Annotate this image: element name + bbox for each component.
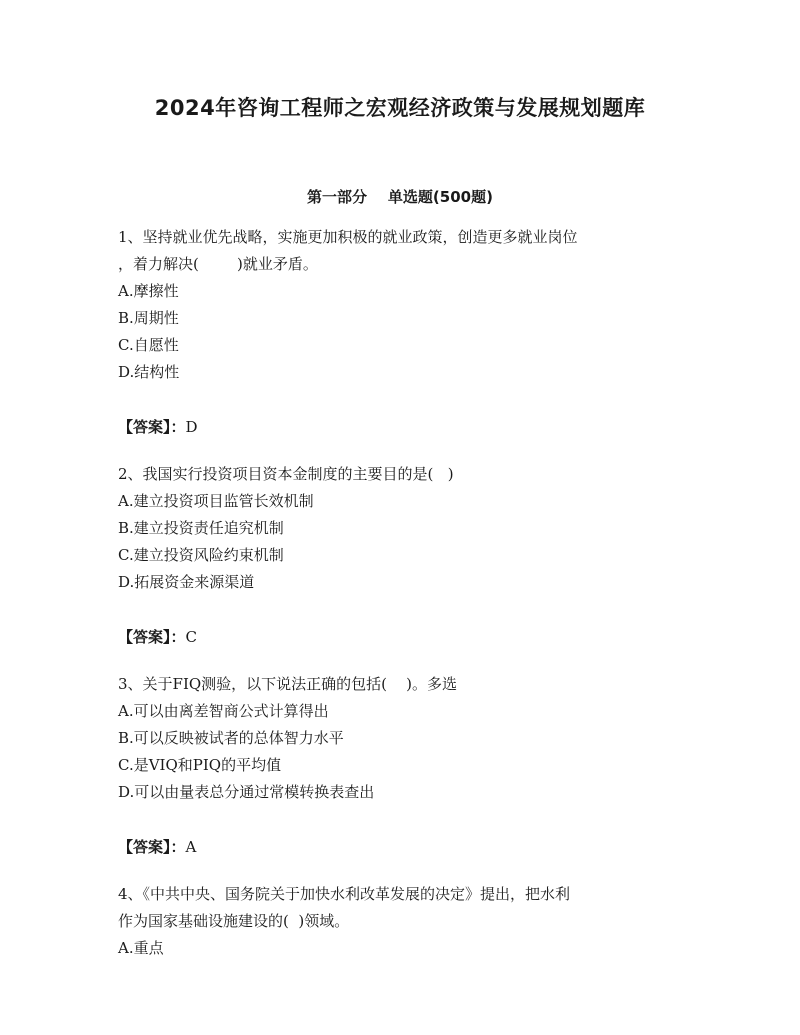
- option-d: D.可以由量表总分通过常模转换表查出: [118, 783, 375, 801]
- question-stem-line: 作为国家基础设施建设的( )领域。: [118, 912, 350, 930]
- question-item: [118, 224, 688, 441]
- question-item: [118, 671, 688, 861]
- option-d: D.结构性: [118, 363, 180, 381]
- question-stem-line: 3、关于FIQ测验，以下说法正确的包括( )。多选: [118, 675, 457, 693]
- answer-label: 【答案】：: [118, 838, 186, 856]
- option-a: A.建立投资项目监管长效机制: [118, 492, 314, 510]
- option-b: B.周期性: [118, 309, 179, 327]
- question-stem-line: 2、我国实行投资项目资本金制度的主要目的是( ): [118, 465, 454, 483]
- answer-value: C: [185, 628, 197, 646]
- answer-line: [118, 414, 688, 441]
- option-c: C.自愿性: [118, 336, 179, 354]
- option-c: C.建立投资风险约束机制: [118, 546, 284, 564]
- answer-label: 【答案】：: [118, 628, 186, 646]
- document-title: 2024年咨询工程师之宏观经济政策与发展规划题库: [154, 96, 646, 120]
- option-a: A.重点: [118, 939, 164, 957]
- answer-line: [118, 624, 688, 651]
- question-stem-line: 1、坚持就业优先战略，实施更加积极的就业政策，创造更多就业岗位: [118, 228, 578, 246]
- option-c: C.是VIQ和PIQ的平均值: [118, 756, 282, 774]
- question-item: [118, 461, 688, 651]
- section-heading: 第一部分 单选题(500题): [307, 188, 493, 206]
- option-d: D.拓展资金来源渠道: [118, 573, 255, 591]
- answer-value: D: [185, 418, 198, 436]
- option-a: A.摩擦性: [118, 282, 179, 300]
- option-b: B.可以反映被试者的总体智力水平: [118, 729, 344, 747]
- answer-value: A: [185, 838, 197, 856]
- question-stem-line: 4、《中共中央、国务院关于加快水利改革发展的决定》提出，把水利: [118, 885, 571, 903]
- question-stem-line: ，着力解决( )就业矛盾。: [118, 255, 318, 273]
- question-item: [118, 881, 688, 962]
- answer-label: 【答案】：: [118, 418, 186, 436]
- option-b: B.建立投资责任追究机制: [118, 519, 284, 537]
- question-list: [118, 224, 688, 962]
- answer-line: [118, 834, 688, 861]
- option-a: A.可以由离差智商公式计算得出: [118, 702, 329, 720]
